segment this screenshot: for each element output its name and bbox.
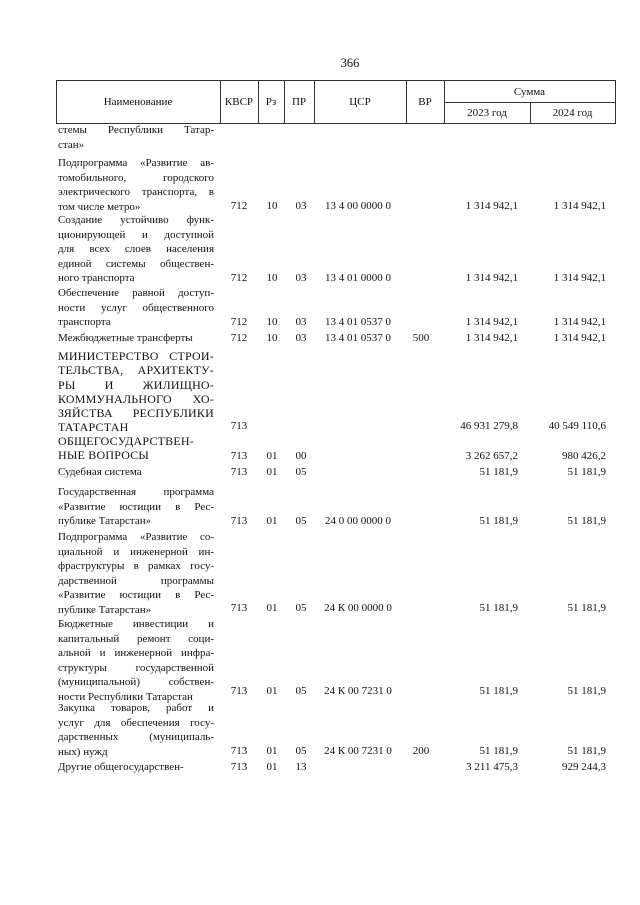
row-name-line: ТАТАРСТАН [58,420,129,435]
row-pr: 05 [295,515,307,527]
header-2024: 2024 год [552,106,593,119]
row-sum-2023: 3 262 657,2 [465,450,518,462]
row-kvsr: 713 [230,420,248,432]
row-sum-2024: 51 181,9 [567,685,606,697]
page-number: 366 [340,56,360,70]
row-name-line: ности услуг общественного [58,301,214,314]
row-sum-2024: 51 181,9 [567,745,606,757]
row-kvsr: 713 [230,761,248,773]
header-rz: Рз [265,96,277,108]
row-name-line: дарственной программы [58,574,214,587]
row-name-line: ционирующей и доступной [58,228,214,241]
row-pr: 03 [295,272,307,284]
row-sum-2023: 1 314 942,1 [465,332,518,344]
row-name-line: Подпрограмма «Развитие ав- [58,157,214,169]
row-name-line: МИНИСТЕРСТВО СТРОИ- [58,349,214,363]
row-name-line: Обеспечение равной доступ- [58,287,214,299]
row-name-line: том числе метро» [58,200,141,213]
row-name-line: «Развитие юстиции в Рес- [58,500,214,513]
row-name-line: НЫЕ ВОПРОСЫ [58,448,150,463]
row-rz: 01 [266,602,278,614]
row-name-line: дарственных (муниципаль- [58,731,214,743]
row-pr: 05 [295,745,307,757]
row-name-line: фраструктуры в рамках госу- [58,560,214,572]
row-rz: 01 [266,745,278,757]
row-sum-2024: 40 549 110,6 [548,420,606,432]
row-kvsr: 712 [230,272,248,284]
row-name-line: публике Татарстан» [58,603,152,616]
row-sum-2023: 46 931 279,8 [460,420,518,432]
row-name-line: капитальный ремонт соци- [58,632,214,645]
row-rz: 01 [266,450,278,462]
row-name-line: Государственная программа [58,486,214,498]
row-name-line: ности Республики Татарстан [58,690,193,703]
row-name-line: ЗЯЙСТВА РЕСПУБЛИКИ [58,406,214,421]
row-sum-2023: 51 181,9 [479,602,518,614]
row-kvsr: 713 [230,515,248,527]
row-vr: 200 [412,745,430,757]
header-name: Наименование [103,96,173,108]
row-sum-2024: 1 314 942,1 [553,272,606,284]
row-name-line: циальной и инженерной ин- [58,545,214,558]
row-name-line: Межбюджетные трансферты [58,332,193,344]
header-csr: ЦСР [349,96,371,108]
row-name-line: ТЕЛЬСТВА, АРХИТЕКТУ- [58,363,214,378]
row-name-line: электрического транспорта, в [58,186,214,198]
row-name-line: Бюджетные инвестиции и [58,618,214,630]
row-name-line: структуры государственной [58,661,214,674]
row-name-line: Подпрограмма «Развитие со- [58,531,214,543]
row-sum-2023: 3 211 475,3 [466,761,518,773]
row-name [58,331,214,346]
row-rz: 10 [266,316,278,328]
row-pr: 05 [295,685,307,697]
row-name [58,286,214,330]
row-csr: 24 К 00 7231 0 [324,745,392,757]
row-name-line: альной и инженерной инфра- [58,647,214,659]
row-name-line: публике Татарстан» [58,515,152,527]
header-sum: Сумма [513,85,546,98]
row-rz: 10 [266,272,278,284]
row-name [58,123,214,152]
row-rz: 01 [266,515,278,527]
row-sum-2024: 1 314 942,1 [553,200,606,212]
row-name [58,485,214,529]
header-kvsr: КВСР [224,96,254,108]
row-csr: 13 4 01 0537 0 [325,316,391,328]
row-vr: 500 [412,332,430,344]
row-sum-2024: 1 314 942,1 [553,332,606,344]
header-vr: ВР [418,96,432,108]
row-sum-2023: 1 314 942,1 [465,316,518,328]
row-kvsr: 713 [230,450,248,462]
header-2023: 2023 год [467,106,507,119]
row-pr: 05 [295,466,307,478]
row-sum-2023: 51 181,9 [479,745,518,757]
row-kvsr: 712 [230,200,248,212]
row-name [58,349,214,435]
row-name-line: для всех слоев населения [58,243,214,255]
row-sum-2024: 51 181,9 [567,466,606,478]
row-kvsr: 713 [230,602,248,614]
row-rz: 10 [266,332,278,344]
row-name-line: Судебная система [58,466,142,478]
row-name [58,213,214,286]
row-name [58,617,214,704]
row-name-line: КОММУНАЛЬНОГО ХО- [58,391,214,406]
row-pr: 13 [295,761,307,773]
row-rz: 01 [266,466,278,478]
row-csr: 24 К 00 7231 0 [324,685,392,697]
row-name [58,465,214,480]
row-name [58,434,214,463]
row-name-line: ного транспорта [58,272,135,284]
row-name-line: Создание устойчиво функ- [58,214,214,226]
row-pr: 03 [295,200,307,212]
row-rz: 01 [266,761,278,773]
row-name-line: Закупка товаров, работ и [58,702,214,714]
row-name-line: «Развитие юстиции в Рес- [58,589,214,601]
row-name-line: ных) нужд [58,745,108,758]
row-sum-2023: 1 314 942,1 [465,200,518,212]
row-name-line: томобильного, городского [58,171,214,184]
row-name [58,530,214,617]
row-name-line: стан» [58,138,85,151]
header-pr: ПР [291,96,307,108]
row-sum-2024: 929 244,3 [562,761,606,773]
row-sum-2023: 51 181,9 [479,515,518,527]
row-sum-2024: 1 314 942,1 [553,316,606,328]
row-sum-2023: 51 181,9 [479,466,518,478]
row-csr: 13 4 01 0000 0 [325,272,391,284]
row-name-line: стемы Республики Татар- [58,124,214,136]
row-sum-2023: 51 181,9 [479,685,518,697]
row-rz: 10 [266,200,278,212]
row-pr: 00 [295,450,307,462]
row-pr: 05 [295,602,307,614]
row-name-line: единой системы обществен- [58,257,214,270]
row-csr: 24 0 00 0000 0 [325,515,391,527]
row-name-line: РЫ И ЖИЛИЩНО- [58,377,214,392]
row-name-line: услуг для обеспечения госу- [58,716,214,729]
row-csr: 13 4 00 0000 0 [325,200,391,212]
row-kvsr: 712 [230,316,248,328]
row-name-line: ОБЩЕГОСУДАРСТВЕН- [58,434,194,448]
row-kvsr: 713 [230,466,248,478]
row-sum-2024: 980 426,2 [562,450,606,462]
row-name [58,701,214,759]
row-kvsr: 713 [230,745,248,757]
row-csr: 24 К 00 0000 0 [324,602,392,614]
row-sum-2024: 51 181,9 [567,515,606,527]
row-name-line: транспорта [58,316,111,328]
row-pr: 03 [295,332,307,344]
row-kvsr: 713 [230,685,248,697]
row-rz: 01 [266,685,278,697]
row-name-line: (муниципальной) собствен- [58,676,214,688]
row-kvsr: 712 [230,332,248,344]
row-sum-2024: 51 181,9 [567,602,606,614]
row-pr: 03 [295,316,307,328]
row-csr: 13 4 01 0537 0 [325,332,391,344]
row-sum-2023: 1 314 942,1 [465,272,518,284]
row-name [58,156,214,214]
row-name [58,760,214,775]
row-name-line: Другие общегосударствен- [58,761,184,773]
